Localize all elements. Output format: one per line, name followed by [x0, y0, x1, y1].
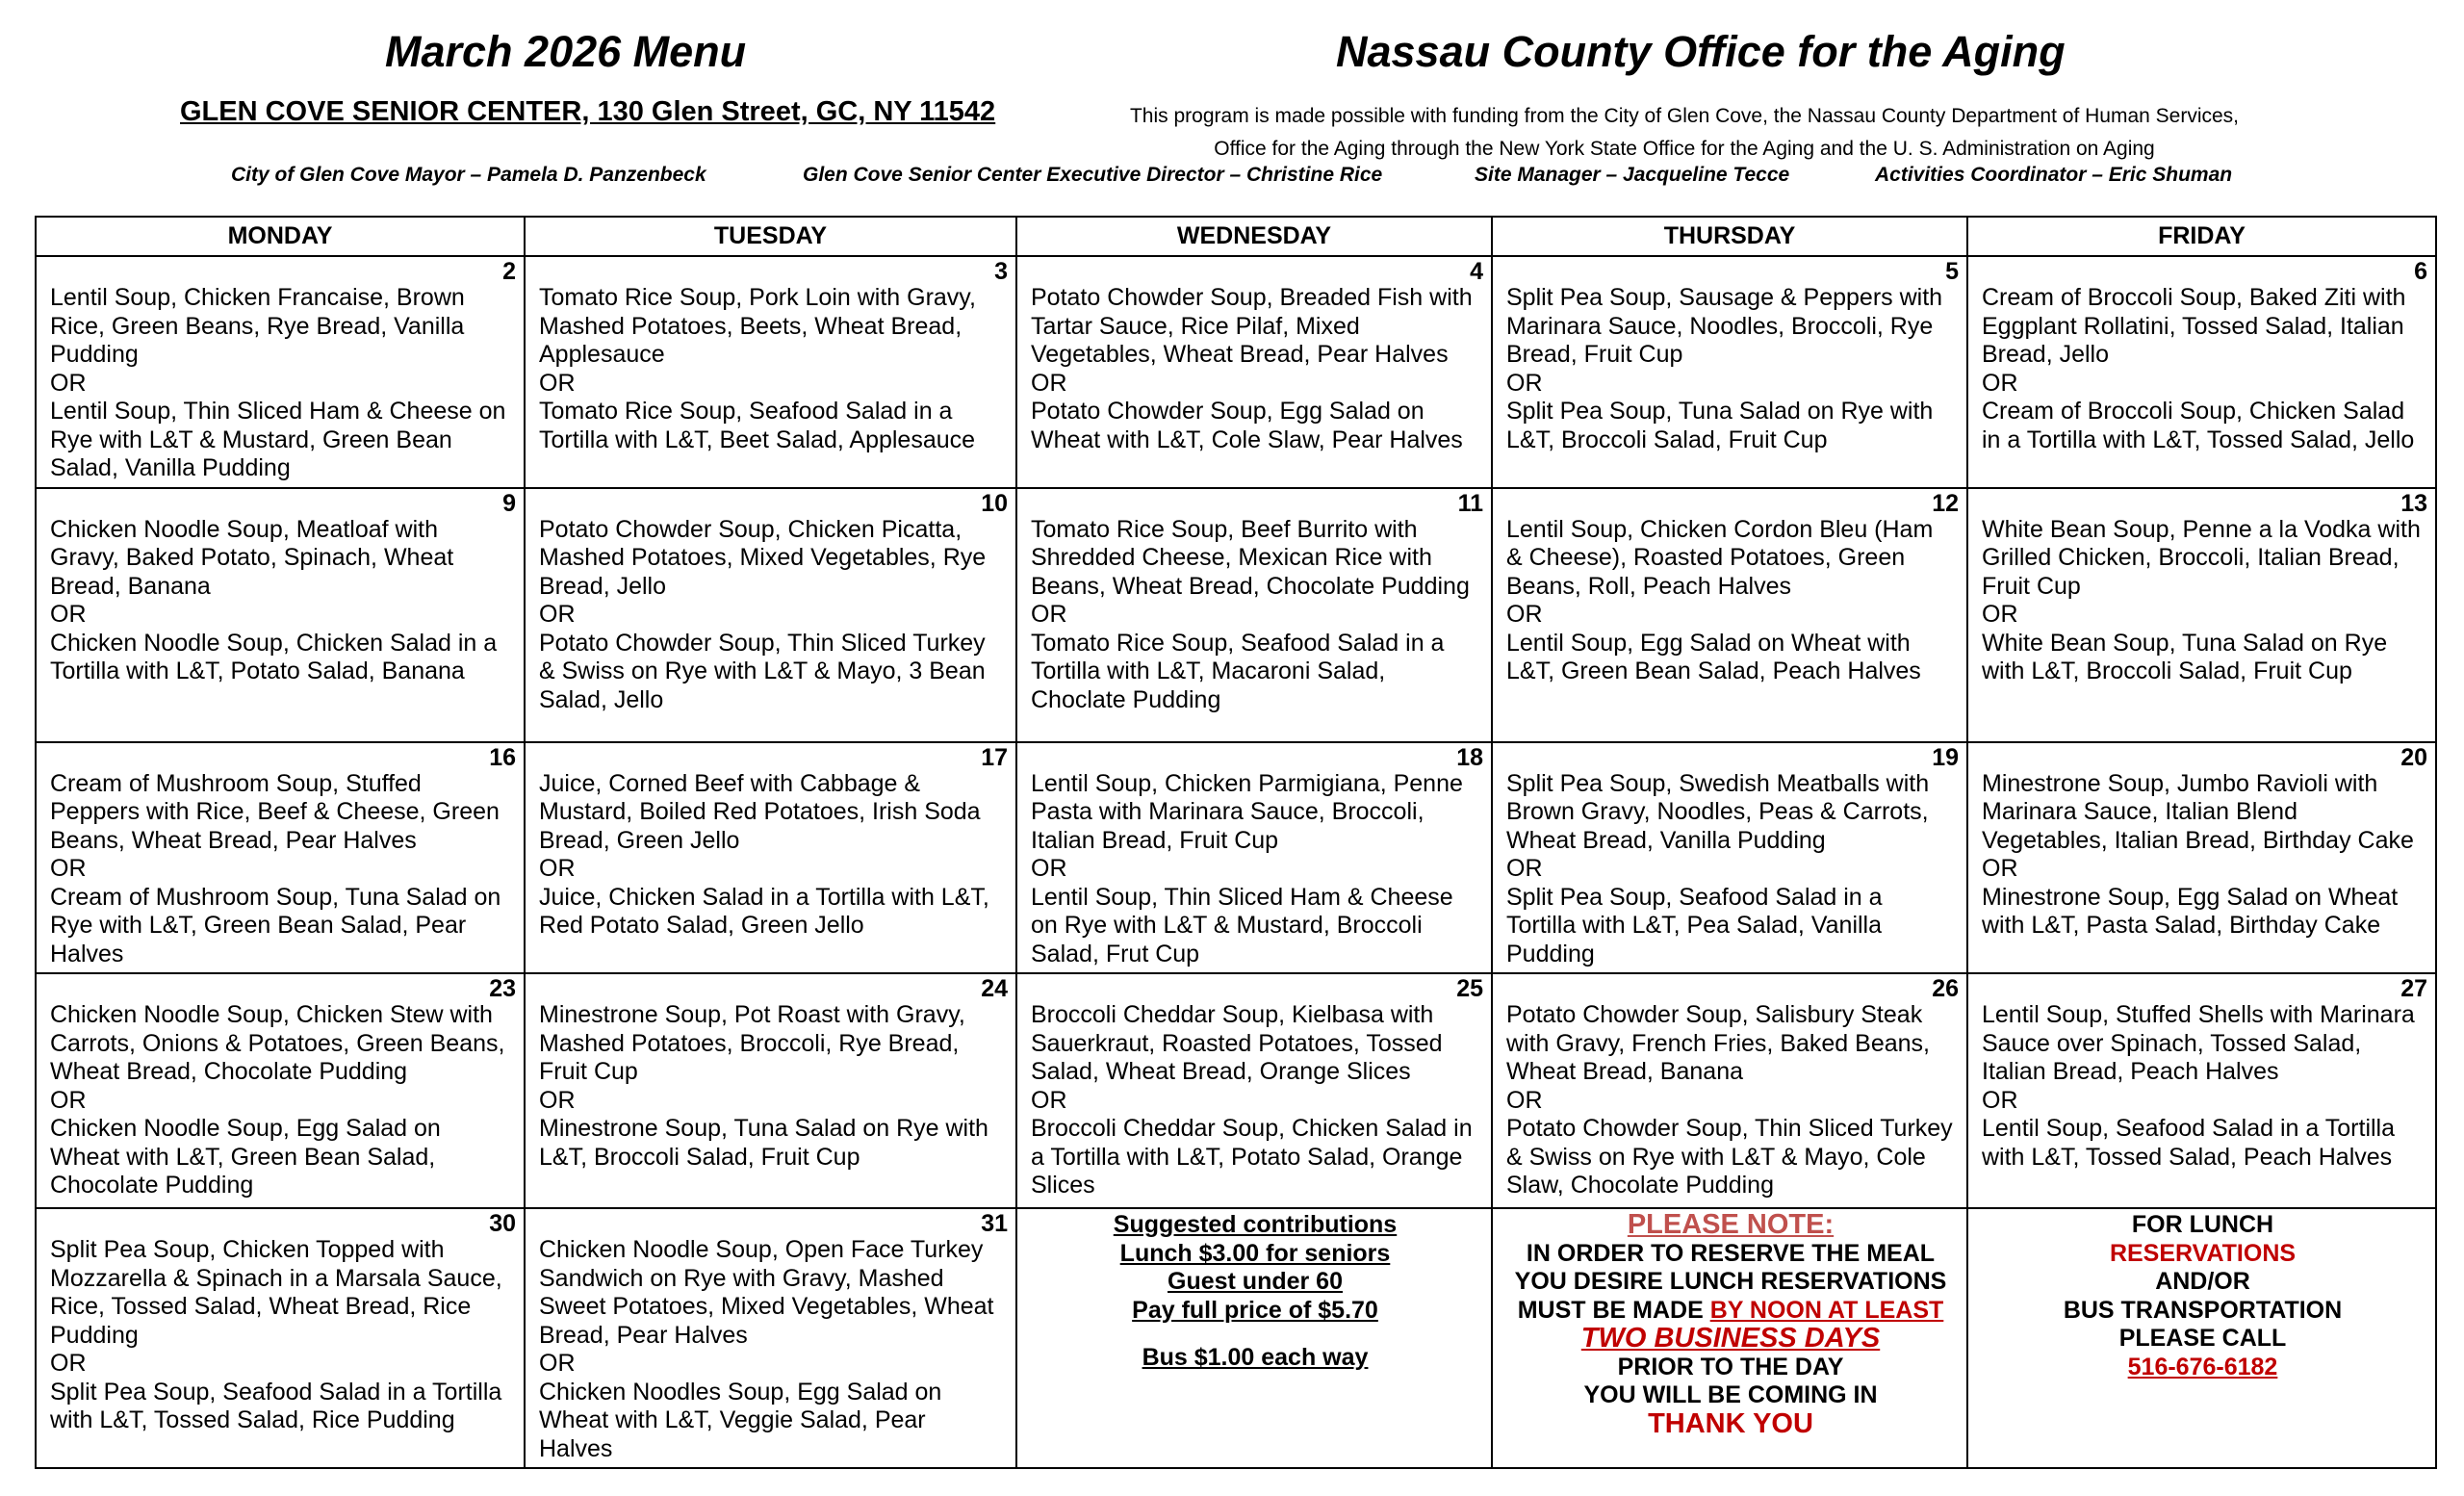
meal-option-alternate: Juice, Chicken Salad in a Tortilla with L&T, Red Potato Salad, Green Jello — [539, 883, 989, 939]
note-thank-you: THANK YOU — [1648, 1407, 1813, 1439]
lunch-line: FOR LUNCH — [2131, 1211, 2274, 1238]
funding-notice — [1044, 100, 2324, 166]
week-row — [36, 973, 2436, 1208]
meal-option-main: Potato Chowder Soup, Chicken Picatta, Mashed Potatoes, Mixed Vegetables, Rye Bread, Jello — [539, 515, 987, 600]
or-separator: OR — [1031, 855, 1067, 882]
site-manager-credit: Site Manager – Jacqueline Tecce — [1475, 164, 1790, 186]
day-number: 23 — [489, 975, 516, 1002]
day-cell — [1967, 742, 2436, 974]
day-number: 10 — [981, 489, 1008, 517]
day-number: 9 — [502, 489, 516, 517]
note-line: IN ORDER TO RESERVE THE MEAL — [1526, 1239, 1936, 1267]
day-cell — [1016, 488, 1492, 742]
activities-credit: Activities Coordinator – Eric Shuman — [1875, 164, 2233, 186]
day-number: 13 — [2400, 489, 2427, 517]
menu-calendar — [35, 216, 2437, 1469]
day-header-wednesday: WEDNESDAY — [1016, 217, 1492, 256]
day-cell — [525, 973, 1016, 1208]
meal-option-alternate: Minestrone Soup, Tuna Salad on Rye with L&T, Broccoli Salad, Fruit Cup — [539, 1115, 988, 1171]
meal-option-alternate: Split Pea Soup, Tuna Salad on Rye with L&T, Broccoli Salad, Fruit Cup — [1506, 398, 1934, 453]
meal-option-main: Potato Chowder Soup, Breaded Fish with Tartar Sauce, Rice Pilaf, Mixed Vegetables, Wheat Bread, Pear Halves — [1031, 284, 1473, 368]
day-cell — [36, 973, 525, 1208]
meal-option-alternate: Broccoli Cheddar Soup, Chicken Salad in a Tortilla with L&T, Potato Salad, Orange Slices — [1031, 1115, 1473, 1199]
day-number: 19 — [1932, 743, 1959, 771]
meal-option-main: Split Pea Soup, Swedish Meatballs with Brown Gravy, Noodles, Peas & Carrots, Wheat Bread, Vanilla Pudding — [1506, 769, 1930, 854]
day-cell — [36, 1208, 525, 1468]
or-separator: OR — [539, 1086, 576, 1114]
day-cell — [1967, 973, 2436, 1208]
day-number: 3 — [994, 258, 1008, 285]
or-separator: OR — [1506, 1086, 1543, 1114]
day-cell — [1492, 742, 1967, 974]
day-cell — [525, 1208, 1016, 1468]
or-separator: OR — [1982, 369, 2018, 397]
lunch-line: BUS TRANSPORTATION — [2063, 1296, 2343, 1324]
meal-option-main: Potato Chowder Soup, Salisbury Steak with Gravy, French Fries, Baked Beans, Wheat Bread, Banana — [1506, 1001, 1930, 1085]
week-row — [36, 256, 2436, 488]
meal-option-alternate: Chicken Noodles Soup, Egg Salad on Wheat with L&T, Veggie Salad, Pear Halves — [539, 1378, 942, 1462]
menu-title: March 2026 Menu — [385, 27, 747, 76]
weekday-header-row — [36, 217, 2436, 256]
or-separator: OR — [539, 1350, 576, 1377]
day-number: 25 — [1456, 975, 1483, 1002]
day-number: 24 — [981, 975, 1008, 1002]
meal-option-alternate: Lentil Soup, Thin Sliced Ham & Cheese on Rye with L&T & Mustard, Broccoli Salad, Frut Cup — [1031, 883, 1453, 967]
meal-option-main: Split Pea Soup, Sausage & Peppers with Marinara Sauce, Noodles, Broccoli, Rye Bread, Fruit Cup — [1506, 284, 1943, 368]
or-separator: OR — [1506, 855, 1543, 882]
day-number: 30 — [489, 1210, 516, 1237]
meal-option-main: Lentil Soup, Stuffed Shells with Marinara Sauce over Spinach, Tossed Salad, Italian Bread, Peach Halves — [1982, 1001, 2415, 1085]
day-number: 6 — [2414, 258, 2427, 285]
meal-option-main: Lentil Soup, Chicken Parmigiana, Penne Pasta with Marinara Sauce, Broccoli, Italian Bread, Fruit Cup — [1031, 769, 1463, 854]
day-header-friday: FRIDAY — [1967, 217, 2436, 256]
meal-option-main: Minestrone Soup, Pot Roast with Gravy, Mashed Potatoes, Broccoli, Rye Bread, Fruit Cup — [539, 1001, 965, 1085]
day-cell — [1492, 256, 1967, 488]
or-separator: OR — [1031, 1086, 1067, 1114]
lunch-reservation-panel — [1967, 1208, 2436, 1468]
contribution-bus: Bus $1.00 each way — [1142, 1344, 1369, 1371]
week-row — [36, 488, 2436, 742]
day-number: 11 — [1457, 489, 1483, 517]
meal-option-alternate: Tomato Rice Soup, Seafood Salad in a Tortilla with L&T, Beet Salad, Applesauce — [539, 398, 976, 453]
day-cell — [1492, 488, 1967, 742]
or-separator: OR — [50, 369, 87, 397]
center-address: GLEN COVE SENIOR CENTER, 130 Glen Street, GC, NY 11542 — [180, 96, 996, 127]
funding-line-1: This program is made possible with funding from the City of Glen Cove, the Nassau County Department of Human Services, — [1129, 105, 2240, 127]
lunch-line: PLEASE CALL — [2118, 1325, 2287, 1352]
meal-option-main: White Bean Soup, Penne a la Vodka with Grilled Chicken, Broccoli, Italian Bread, Fruit Cup — [1982, 515, 2421, 600]
meal-option-alternate: Split Pea Soup, Seafood Salad in a Tortilla with L&T, Tossed Salad, Rice Pudding — [50, 1378, 502, 1433]
meal-option-main: Minestrone Soup, Jumbo Ravioli with Marinara Sauce, Italian Blend Vegetables, Italian Bread, Birthday Cake — [1982, 769, 2414, 854]
day-cell — [525, 256, 1016, 488]
day-number: 16 — [489, 743, 516, 771]
day-number: 20 — [2400, 743, 2427, 771]
meal-option-main: Cream of Broccoli Soup, Baked Ziti with Eggplant Rollatini, Tossed Salad, Italian Bread, Jello — [1982, 284, 2406, 368]
meal-option-alternate: Chicken Noodle Soup, Egg Salad on Wheat with L&T, Green Bean Salad, Chocolate Pudding — [50, 1115, 441, 1199]
or-separator: OR — [539, 601, 576, 628]
day-cell — [1016, 742, 1492, 974]
or-separator: OR — [1031, 601, 1067, 628]
note-line: PRIOR TO THE DAY — [1617, 1353, 1844, 1380]
organization-title: Nassau County Office for the Aging — [1336, 27, 2066, 76]
day-cell — [1016, 973, 1492, 1208]
day-header-tuesday: TUESDAY — [525, 217, 1016, 256]
lunch-reservations: RESERVATIONS — [2109, 1239, 2297, 1267]
day-number: 31 — [981, 1210, 1008, 1237]
meal-option-alternate: Minestrone Soup, Egg Salad on Wheat with L&T, Pasta Salad, Birthday Cake — [1982, 883, 2399, 939]
lunch-line: AND/OR — [2155, 1268, 2250, 1295]
meal-option-alternate: Potato Chowder Soup, Egg Salad on Wheat with L&T, Cole Slaw, Pear Halves — [1031, 398, 1463, 453]
meal-option-main: Chicken Noodle Soup, Chicken Stew with Carrots, Onions & Potatoes, Green Beans, Wheat Bread, Chocolate Pudding — [50, 1001, 505, 1085]
day-cell — [36, 256, 525, 488]
meal-option-alternate: Potato Chowder Soup, Thin Sliced Turkey & Swiss on Rye with L&T & Mayo, 3 Bean Salad, Jello — [539, 629, 986, 713]
or-separator: OR — [1982, 855, 2018, 882]
meal-option-main: Tomato Rice Soup, Beef Burrito with Shredded Cheese, Mexican Rice with Beans, Wheat Bread, Chocolate Pudding — [1031, 515, 1470, 600]
day-header-monday: MONDAY — [36, 217, 525, 256]
day-cell — [525, 742, 1016, 974]
day-cell — [36, 488, 525, 742]
day-cell — [1492, 973, 1967, 1208]
or-separator: OR — [1506, 601, 1543, 628]
day-number: 5 — [1945, 258, 1959, 285]
or-separator: OR — [1982, 1086, 2018, 1114]
day-cell — [1016, 256, 1492, 488]
meal-option-main: Lentil Soup, Chicken Francaise, Brown Rice, Green Beans, Rye Bread, Vanilla Pudding — [50, 284, 465, 368]
or-separator: OR — [50, 855, 87, 882]
mayor-credit: City of Glen Cove Mayor – Pamela D. Panzenbeck — [231, 164, 706, 186]
or-separator: OR — [1031, 369, 1067, 397]
day-number: 2 — [502, 258, 516, 285]
day-cell — [36, 742, 525, 974]
note-line: YOU DESIRE LUNCH RESERVATIONS — [1514, 1268, 1947, 1295]
meal-option-alternate: Lentil Soup, Thin Sliced Ham & Cheese on Rye with L&T & Mustard, Green Bean Salad, Vanilla Pudding — [50, 398, 506, 481]
meal-option-alternate: Lentil Soup, Egg Salad on Wheat with L&T, Green Bean Salad, Peach Halves — [1506, 629, 1921, 684]
meal-option-alternate: Cream of Mushroom Soup, Tuna Salad on Rye with L&T, Green Bean Salad, Pear Halves — [50, 883, 501, 967]
or-separator: OR — [539, 369, 576, 397]
day-number: 12 — [1932, 489, 1959, 517]
or-separator: OR — [50, 1086, 87, 1114]
meal-option-alternate: Potato Chowder Soup, Thin Sliced Turkey & Swiss on Rye with L&T & Mayo, Cole Slaw, Chocolate Pudding — [1506, 1115, 1953, 1199]
or-separator: OR — [1982, 601, 2018, 628]
day-cell — [1967, 256, 2436, 488]
day-number: 27 — [2400, 975, 2427, 1002]
or-separator: OR — [50, 601, 87, 628]
phone-number[interactable]: 516-676-6182 — [2127, 1353, 2278, 1380]
meal-option-main: Chicken Noodle Soup, Meatloaf with Gravy, Baked Potato, Spinach, Wheat Bread, Banana — [50, 515, 454, 600]
funding-line-2: Office for the Aging through the New York State Office for the Aging and the U. S. Administration on Aging — [1214, 138, 2155, 160]
note-deadline: BY NOON AT LEAST — [1709, 1296, 1944, 1324]
meal-option-alternate: Chicken Noodle Soup, Chicken Salad in a Tortilla with L&T, Potato Salad, Banana — [50, 629, 498, 684]
day-number: 18 — [1456, 743, 1483, 771]
or-separator: OR — [539, 855, 576, 882]
week-row — [36, 742, 2436, 974]
meal-option-main: Broccoli Cheddar Soup, Kielbasa with Sauerkraut, Roasted Potatoes, Tossed Salad, Wheat Bread, Orange Slices — [1031, 1001, 1443, 1085]
note-business-days: TWO BUSINESS DAYS — [1580, 1323, 1881, 1354]
meal-option-main: Cream of Mushroom Soup, Stuffed Peppers with Rice, Beef & Cheese, Green Beans, Wheat Bread, Pear Halves — [50, 769, 500, 854]
day-cell — [1967, 488, 2436, 742]
meal-option-main: Juice, Corned Beef with Cabbage & Mustard, Boiled Red Potatoes, Irish Soda Bread, Green Jello — [539, 769, 981, 854]
director-credit: Glen Cove Senior Center Executive Director – Christine Rice — [803, 164, 1383, 186]
note-line: YOU WILL BE COMING IN — [1583, 1381, 1878, 1408]
or-separator: OR — [1506, 369, 1543, 397]
note-line-start: MUST BE MADE — [1517, 1296, 1710, 1324]
day-cell — [525, 488, 1016, 742]
meal-option-main: Chicken Noodle Soup, Open Face Turkey Sandwich on Rye with Gravy, Mashed Sweet Potatoes, Mixed Vegetables, Wheat Bread, Pear Halves — [539, 1236, 994, 1349]
meal-option-alternate: Tomato Rice Soup, Seafood Salad in a Tortilla with L&T, Macaroni Salad, Choclate Pudding — [1031, 629, 1445, 713]
meal-option-alternate: Lentil Soup, Seafood Salad in a Tortilla with L&T, Tossed Salad, Peach Halves — [1982, 1115, 2396, 1171]
or-separator: OR — [50, 1350, 87, 1377]
meal-option-alternate: Split Pea Soup, Seafood Salad in a Tortilla with L&T, Pea Salad, Vanilla Pudding — [1506, 883, 1883, 967]
day-header-thursday: THURSDAY — [1492, 217, 1967, 256]
reservation-note-panel — [1492, 1208, 1967, 1468]
note-line — [1506, 1297, 1955, 1326]
meal-option-alternate: Cream of Broccoli Soup, Chicken Salad in a Tortilla with L&T, Tossed Salad, Jello — [1982, 398, 2415, 453]
day-number: 26 — [1932, 975, 1959, 1002]
note-heading: PLEASE NOTE: — [1627, 1209, 1835, 1240]
meal-option-main: Lentil Soup, Chicken Cordon Bleu (Ham & Cheese), Roasted Potatoes, Green Beans, Roll, Peach Halves — [1506, 515, 1934, 600]
contribution-full-price: Pay full price of $5.70 — [1132, 1296, 1378, 1324]
day-number: 17 — [981, 743, 1008, 771]
meal-option-main: Tomato Rice Soup, Pork Loin with Gravy, Mashed Potatoes, Beets, Wheat Bread, Applesauce — [539, 284, 976, 368]
contribution-guest: Guest under 60 — [1168, 1268, 1343, 1295]
contribution-seniors: Lunch $3.00 for seniors — [1119, 1239, 1391, 1267]
day-number: 4 — [1470, 258, 1483, 285]
contributions-heading: Suggested contributions — [1113, 1211, 1398, 1238]
week-row — [36, 1208, 2436, 1468]
meal-option-main: Split Pea Soup, Chicken Topped with Mozzarella & Spinach in a Marsala Sauce, Rice, Tossed Salad, Wheat Bread, Rice Pudding — [50, 1236, 502, 1349]
meal-option-alternate: White Bean Soup, Tuna Salad on Rye with L&T, Broccoli Salad, Fruit Cup — [1982, 629, 2388, 684]
contributions-panel — [1016, 1208, 1492, 1468]
